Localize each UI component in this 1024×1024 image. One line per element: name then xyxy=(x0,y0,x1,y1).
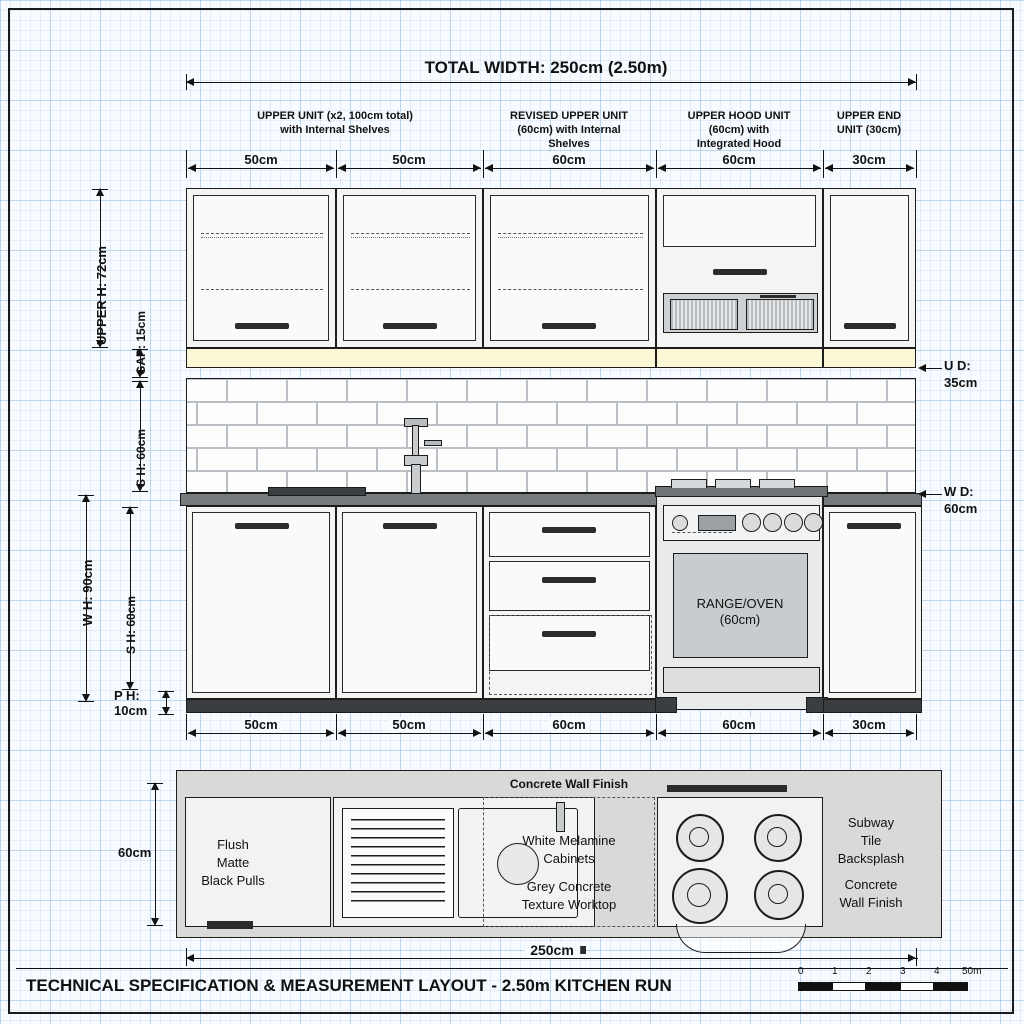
total-width-arrow-right xyxy=(908,78,916,86)
top-dim-4: 60cm xyxy=(718,152,759,167)
plan-burner-1[interactable] xyxy=(676,814,724,862)
range-knob-4[interactable] xyxy=(784,513,803,532)
plinth-left xyxy=(186,699,656,713)
upper-end-unit[interactable] xyxy=(823,188,916,348)
top-dim-2: 50cm xyxy=(388,152,429,167)
title-block: TECHNICAL SPECIFICATION & MEASUREMENT LAYOUT - 2.50m KITCHEN RUN xyxy=(26,976,672,995)
range-knob-3[interactable] xyxy=(763,513,782,532)
drawer-1[interactable] xyxy=(489,512,650,557)
total-width-dimension-line xyxy=(186,82,916,83)
under-cabinet-light-right xyxy=(823,348,916,368)
drawer-2[interactable] xyxy=(489,561,650,611)
upper-hood-unit[interactable] xyxy=(656,188,823,348)
plan-pull-1 xyxy=(207,921,253,929)
total-width-label: TOTAL WIDTH: 250cm (2.50m) xyxy=(424,58,668,77)
oven-drawer[interactable] xyxy=(663,667,820,693)
plan-burner-4[interactable] xyxy=(754,870,804,920)
total-width-tick-left xyxy=(186,74,187,90)
base-end-cabinet[interactable] xyxy=(823,506,922,699)
hood-grill xyxy=(663,293,818,333)
plan-drainer xyxy=(342,808,454,918)
upper-cabinet-1[interactable] xyxy=(186,188,336,348)
range-knob-5[interactable] xyxy=(804,513,823,532)
subway-tile-backsplash xyxy=(186,378,916,493)
sink-rim xyxy=(268,487,366,496)
base-drawer-stack[interactable] xyxy=(483,506,656,699)
under-cabinet-light-left xyxy=(186,348,656,368)
plan-burner-3[interactable] xyxy=(672,868,728,924)
bottom-dim-3: 60cm xyxy=(548,717,589,732)
upper-cabinet-2[interactable] xyxy=(336,188,483,348)
plan-oven-door-swing xyxy=(676,924,806,953)
plan-view: Concrete Wall Finish White Melamine Cabinets Grey Concrete Texture Worktop Flush Matte Black Pulls Subway Tile Backsplash Concrete Wall Finish xyxy=(176,770,942,938)
plan-wall-finish-label: Concrete Wall Finish xyxy=(509,777,629,791)
plan-base-cabinet-1[interactable] xyxy=(185,797,331,927)
plinth-right xyxy=(823,699,922,713)
range-label-line1: RANGE/OVEN xyxy=(696,596,784,611)
base-cabinet-1[interactable] xyxy=(186,506,336,699)
bottom-dim-1: 50cm xyxy=(240,717,281,732)
range-knob-2[interactable] xyxy=(742,513,761,532)
plan-hob[interactable] xyxy=(657,797,823,927)
range-control-panel[interactable] xyxy=(663,505,820,541)
upper-cabinet-3-revised[interactable] xyxy=(483,188,656,348)
bottom-dim-5: 30cm xyxy=(848,717,889,732)
total-width-arrow-left xyxy=(186,78,194,86)
bottom-dim-2: 50cm xyxy=(388,717,429,732)
base-cabinet-2[interactable] xyxy=(336,506,483,699)
range-oven[interactable] xyxy=(656,490,823,710)
total-width-tick-right xyxy=(916,74,917,90)
plan-burner-2[interactable] xyxy=(754,814,802,862)
top-dim-3: 60cm xyxy=(548,152,589,167)
range-label-line2: (60cm) xyxy=(719,612,761,627)
worktop-left xyxy=(180,493,660,506)
range-knob-1[interactable] xyxy=(672,515,688,531)
plan-range-handle xyxy=(667,785,787,792)
drawing-canvas: TOTAL WIDTH: 250cm (2.50m) UPPER UNIT (x2, 100cm total) with Internal Shelves REVISED UPPER UNIT (60cm) with Internal Shelves UPPER HOOD UNIT (60cm) with Integrated Hood UPPER END UNIT (30cm) 50cm 50cm 60cm 60cm 30cm RANGE/OVEN (60cm) 50cm 50cm 60cm 60cm 30cm UPPER H: 72cm GAP: 15cm S H: 60cm W H: 90cm S H: 60cm P H: 10cm U D: 35cm W D: 60cm Concrete Wall Finish White Melamine Cabinets Grey Concrete Texture Worktop Flush Matte Black Pulls Subway Tile Backsplash Concrete Wall Finish 60cm 250cm TECHNICAL SPECIFICATION & MEASUREMENT LAYOUT - 2.50m KITCHEN RUN 0 1 2 3 4 50m xyxy=(0,0,1024,1024)
worktop-right xyxy=(823,493,922,506)
top-dim-5: 30cm xyxy=(848,152,889,167)
under-cabinet-light-hood xyxy=(656,348,823,368)
bottom-dim-4: 60cm xyxy=(718,717,759,732)
range-display xyxy=(698,515,736,531)
top-dim-1: 50cm xyxy=(240,152,281,167)
